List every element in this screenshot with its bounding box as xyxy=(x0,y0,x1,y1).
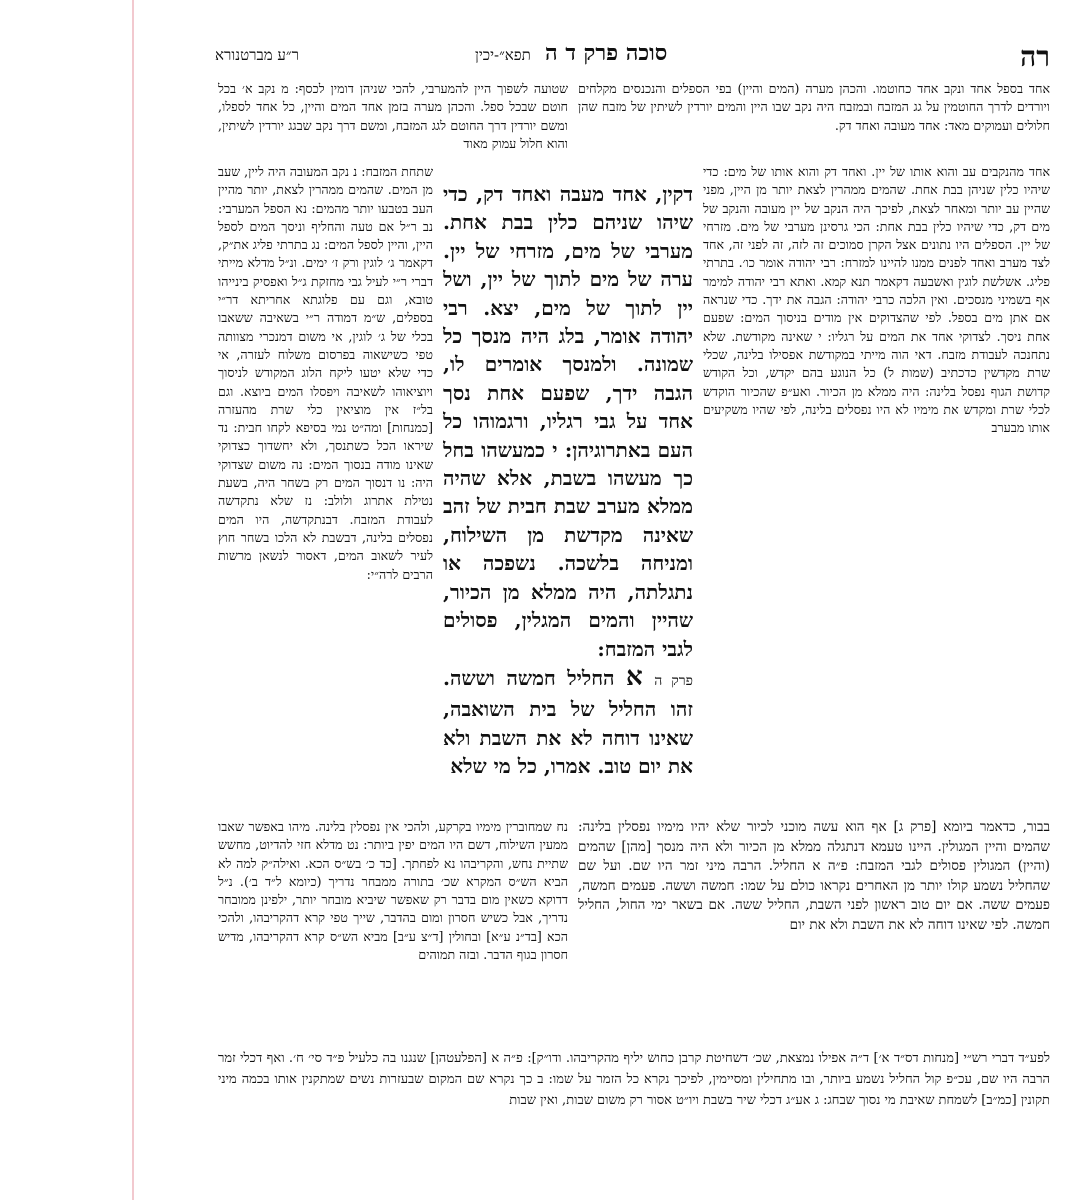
bartenura-bottom xyxy=(578,818,1050,1038)
margin-line xyxy=(132,0,134,1200)
chapter-letter: א xyxy=(626,661,643,692)
tiferet-top xyxy=(218,80,568,163)
mishnah-chapter4: דקין, אחד מעבה ואחד דק, כדי שיהו שניהם כלין בבת אחת. מערבי של מים, מזרחי של יין. ערה של מים לתוך של יין, ושל יין לתוך של מים, יצא. רבי יהודה אומר, בלג היה מנסך כל שמונה. ולמנסך אומרים לו, הגבה ידך, שפעם אחת נסך אחד על גבי רגליו, ורגמוהו כל העם באתרוגיהן: י כמעשהו בחל כך מעשהו בשבת, אלא שהיה ממלא מערב שבת חבית של זהב שאינה מקדשת מן השילוח, ומניחה בלשכה. נשפכה או נתגלתה, היה ממלא מן הכיור, שהיין והמים המגלין, פסולים לגבי המזבח: xyxy=(443,182,693,661)
commentary-title-left: תפא״-יכין xyxy=(475,46,531,64)
footnotes-text: לפע״ד דברי רש״י [מנחות דס״ד א׳] ד״ה אפילו נמצאת, שכ׳ דשחיטת קרבן כחוש יליף מהקריבהו. ודו״ק]: פ״ה א [הפלעטהן] שנגנו בה כלעיל פ״ד סי׳ ח׳. ואף דכלי זמר הרבה היו שם, עכ״פ קול החליל נשמע ביותר, ובו מתחילין ומסיימין, לפיכך נקרא כל הזמר על שמו: ב כך נקרא שם המקום שבעזרות נשים שמתקנין אותו בכמה מיני תקונין [כמ״ב] לשמחת שאיבת מי נסוך שבחג: ג אע״ג דכלי שיר בשבת ויו״ט אסור רק משום שבות, ואין שבות xyxy=(218,1051,1050,1108)
tiferet-bottom-text: נח שמחוברין מימיו בקרקע, ולהכי אין נפסלין בלינה. מיהו באפשר שאבו ממעין השילוח, דשם היו המים יפין ביותר: נט מדלא חזי להדיוט, מחשש שתיית נחש, והקריבהו נא לפחתך. [כד כ׳ בש״ס הכא. ואילה״ק למה לא הביא הש״ס המקרא שכ׳ בתורה ממבחר נדריך (כיומא ל״ד ב׳). נ״ל דדוקא כשאין מום בדבר רק שאפשר שיביא מובחר יותר, ילפינן ממובחר נדריך, אבל כשיש חסרון ומום בהדבר, שייך טפי קרא דהקריבהו, ולהכי הכא [בד״נ ע״א] ובחולין [ד״צ ע״ב] מביא הש״ס קרא דהקריבהו, מדיש חסרון בגוף הדבר. ובזה תמוהים xyxy=(218,819,568,963)
tiferet-top-text: שטועה לשפוך היין להמערבי, להכי שניהן דומין לכסף: מ נקב א׳ בכל חוטם שבכל ספל. והכהן מערה בזמן אחד המים והיין, כל אחד לספלו, ומשם יורדין דרך החוטם לגג המזבח, ומשם דרך נקב שבגג יורדין לשיתין, והוא חלול עמוק מאוד xyxy=(218,81,568,151)
bartenura-bottom-text: בבור, כדאמר ביומא [פרק ג] אף הוא עשה מוכני לכיור שלא יהיו מימיו נפסלין בלינה: שהמים והיין המגולין. היינו טעמא דנתגלה ממלא מן הכיור ולא היה מנסך [מהן] שהמים (והיין) המגולין פסולים לגבי המזבח: פ״ה א החליל. הרבה מיני זמר היו שם. ועל שם שהחליל נשמע קולו יותר מן האחרים נקראו כולם על שמו: חמשה וששה. פעמים חמשה, פעמים ששה. אם יום טוב ראשון לפני השבת, החליל ששה. אם בשאר ימי החול, החליל חמשה. לפי שאינו דוחה לא את השבת ולא את יום xyxy=(578,819,1050,933)
tiferet-column xyxy=(218,163,433,815)
bartenura-column-text: אחד מהנקבים עב והוא אותו של יין. ואחד דק והוא אותו של מים: כדי שיהיו כלין שניהן בבת אחת. שהמים ממהרין לצאת יותר מן היין, מפני שהיין עב יותר ומאחר לצאת, לפיכך היה הנקב של יין מעובה והנקב של מים דק, כדי שיהיו כלין בבת אחת: הכי גרסינן מערבי של מים. מזרחי של יין. הספלים היו נתונים אצל הקרן סמוכים זה לזה, זה לפני זה, אחד לצד מערב ואחד לפנים ממנו להיינו למזרח: רבי יהודה אומר כו׳. בתרתי פליג. אשלשת לוגין ואשבעה דקאמר תנא קמא. ואתא רבי יהודה למימר אף בשמיני מנסכים. ואין הלכה כרבי יהודה: הגבה את ידך. כדי שנראה אם אתן מים בספל. לפי שהצדוקים אין מודים בניסוך המים: שפעם אחת ניסך. לצדוקי אחד את המים על רגליו: י שאינה מקודשת. שלא נתחנכה לעבודת מזבח. דאי הוה מייתי במקודשת אפסילו בלינה, שכלי שרת מקדשין כדכתיב (שמות ל) כל הנוגע בהם יקדש, וכל הקודש קדושת הגוף נפסל בלינה: היה ממלא מן הכיור. ואע״פ שהכיור הוקדש לכלי שרת ומקדש את מימיו לא היו נפסלים בלינה, לפי שהיו משקיעים אותו מבערב xyxy=(703,164,1050,436)
tiferet-bottom xyxy=(218,818,568,1038)
mishnah-chapter5-text: החליל חמשה וששה. זהו החליל של בית השואבה, שאינו דוחה לא את השבת ולא את יום טוב. אמרו, כל מי שלא xyxy=(443,665,693,779)
mishnah-chapter5 xyxy=(443,663,693,781)
tractate-title: סוכה פרק ד ה xyxy=(545,40,668,66)
bartenura-top-text: אחד בספל אחד ונקב אחד כחוטמו. והכהן מערה (המים והיין) בפי הספלים והנכנסים מקלחים ויורדים לדרך החוטמין על גג המזבח ובמזבח היה נקב שבו היין והמים יורדין לשיתין של מזבח שהן חלולים ועמוקים מאד: אחד מעובה ואחד דק. xyxy=(578,81,1050,133)
page-number: רה xyxy=(1020,40,1050,73)
tiferet-column-text: שתחת המזבח: נ נקב המעובה היה ליין, שעב מן המים. שהמים ממהרין לצאת, יותר מהיין העב בטבעו יותר מהמים: נא הספל המערבי: נב ר״ל אם טעה והחליף וניסך המים לספל היין, והיין לספל המים: נג בתרתי פליג את״ק, דקאמר ג׳ לוגין ורק ז׳ ימים. ונ״ל מדלא מייתי דברי ר״י לעיל גבי מחזקת ג״ל ואפסיק בינייהו טובא, וגם עם פלוגתא אחריתא דר״י בספלים, ש״מ דמודה ר״י בשאיבה ששאבו בכלי של ג׳ לוגין, אי משום דמנכרי מצוותה טפי כשישאוה בפרסום משלוח לעזרה, אי כדי שלא יטעו ליקח הלוג המקודש לניסוך ויוציאוהו לשאיבה ויפסלו המים ביוצא. וגם בל״ז אין מוציאין כלי שרת מהעזרה [כמנחות] ומה״ט נמי בסיפא לקחו חבית: נד שיראו הכל כשתנסך, ולא יחשדוך כצדוקי שאינו מודה בנסוך המים: נה משום שצדוקי היה: נו דנסוך המים רק בשחר היה, בשעת נטילת אתרוג ולולב: נז שלא נתקדשה לעבודת המזבח. דבנתקדשה, היו המים נפסלים בלינה, דבשבת לא הלכו בשחר חוץ לעיר לשאוב המים, דאסור לנשאן מרשות הרבים לרה״י: xyxy=(218,164,433,582)
page-header xyxy=(215,36,1050,76)
commentary-title-right: ר״ע מברטנורא xyxy=(215,46,299,64)
mishnah-text xyxy=(443,180,693,820)
chapter-heading: פרק ה xyxy=(654,672,693,689)
bartenura-column xyxy=(703,163,1050,815)
footnotes xyxy=(218,1048,1050,1188)
bartenura-top xyxy=(578,80,1050,163)
